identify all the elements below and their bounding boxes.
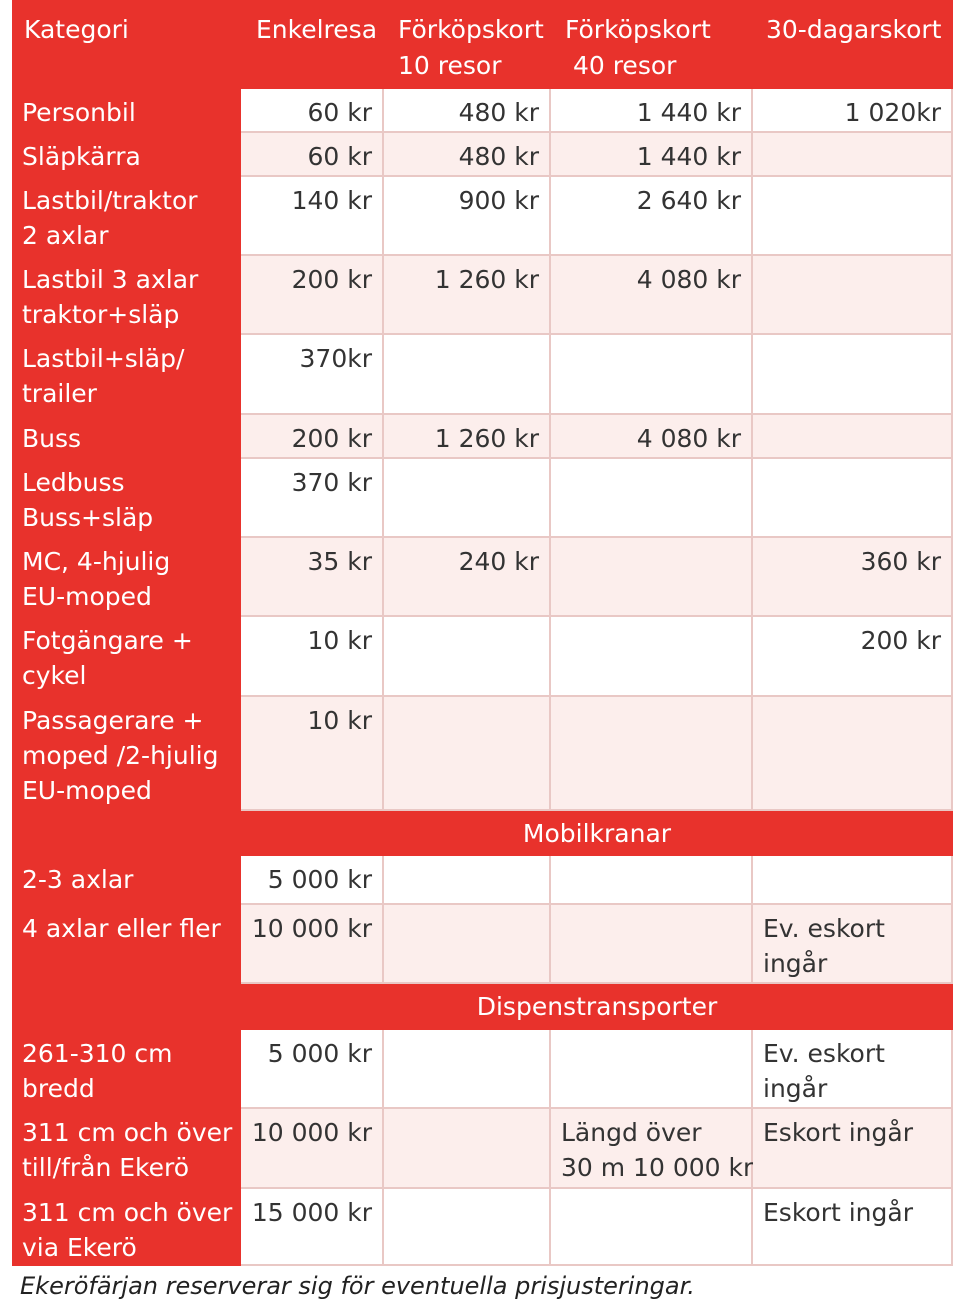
row-label: 261-310 cm bredd xyxy=(12,1030,241,1109)
price-cell xyxy=(384,856,551,905)
row-label: 311 cm och över till/från Ekerö xyxy=(12,1109,241,1189)
price-cell xyxy=(551,617,753,697)
row-label: Släpkärra xyxy=(12,133,241,177)
price-cell xyxy=(753,856,953,905)
price-cell: 240 kr xyxy=(384,538,551,617)
price-cell: 4 080 kr xyxy=(551,415,753,459)
price-cell: 480 kr xyxy=(384,89,551,133)
category-column-filler xyxy=(12,984,241,1030)
price-cell: 360 kr xyxy=(753,538,953,617)
price-cell: 1 020kr xyxy=(753,89,953,133)
price-cell: 10 kr xyxy=(241,697,384,811)
price-cell: 15 000 kr xyxy=(241,1189,384,1266)
price-cell xyxy=(384,335,551,415)
price-cell: 10 kr xyxy=(241,617,384,697)
price-cell xyxy=(551,1189,753,1266)
section-dispenstransporter: Dispenstransporter xyxy=(241,984,953,1030)
price-cell: Ev. eskort ingår xyxy=(753,905,953,984)
price-cell xyxy=(753,697,953,811)
row-label: 2-3 axlar xyxy=(12,856,241,905)
header-forkopskort-10: Förköpskort 10 resor xyxy=(398,15,544,80)
price-cell: 140 kr xyxy=(241,177,384,256)
price-cell: 480 kr xyxy=(384,133,551,177)
price-cell xyxy=(384,697,551,811)
price-cell: 60 kr xyxy=(241,89,384,133)
price-cell xyxy=(753,415,953,459)
price-cell: 10 000 kr xyxy=(241,905,384,984)
price-cell: 1 260 kr xyxy=(384,256,551,335)
price-cell: 5 000 kr xyxy=(241,856,384,905)
header-forkopskort-40: Förköpskort 40 resor xyxy=(565,15,711,80)
price-cell: 200 kr xyxy=(753,617,953,697)
price-cell: Längd över 30 m 10 000 kr xyxy=(551,1109,753,1189)
header-kategori: Kategori xyxy=(24,15,129,44)
price-cell xyxy=(384,1030,551,1109)
row-label: 311 cm och över via Ekerö xyxy=(12,1189,241,1266)
price-cell: 1 260 kr xyxy=(384,415,551,459)
row-label: Lastbil/traktor 2 axlar xyxy=(12,177,241,256)
price-cell xyxy=(384,1109,551,1189)
row-label: Lastbil 3 axlar traktor+släp xyxy=(12,256,241,335)
price-cell xyxy=(551,1030,753,1109)
row-label: 4 axlar eller fler xyxy=(12,905,241,984)
price-cell: 35 kr xyxy=(241,538,384,617)
price-cell: 60 kr xyxy=(241,133,384,177)
price-cell xyxy=(384,617,551,697)
section-mobilkranar: Mobilkranar xyxy=(241,811,953,856)
price-cell: 1 440 kr xyxy=(551,133,753,177)
price-cell xyxy=(551,459,753,538)
price-cell xyxy=(551,856,753,905)
footnote: Ekeröfärjan reserverar sig för eventuella prisjusteringar. xyxy=(20,1272,695,1300)
row-label: MC, 4-hjulig EU-moped xyxy=(12,538,241,617)
price-cell xyxy=(551,905,753,984)
row-label: Buss xyxy=(12,415,241,459)
price-cell: Eskort ingår xyxy=(753,1109,953,1189)
price-cell: 4 080 kr xyxy=(551,256,753,335)
category-column-filler xyxy=(12,811,241,856)
price-cell xyxy=(384,459,551,538)
price-cell: 200 kr xyxy=(241,415,384,459)
price-cell xyxy=(551,538,753,617)
price-cell: Ev. eskort ingår xyxy=(753,1030,953,1109)
table-header xyxy=(12,0,953,89)
price-cell: 370kr xyxy=(241,335,384,415)
row-label: Personbil xyxy=(12,89,241,133)
price-cell xyxy=(753,177,953,256)
header-enkelresa: Enkelresa xyxy=(256,15,378,44)
price-cell xyxy=(551,697,753,811)
row-label: Ledbuss Buss+släp xyxy=(12,459,241,538)
price-cell: 2 640 kr xyxy=(551,177,753,256)
price-cell xyxy=(384,1189,551,1266)
price-cell xyxy=(753,459,953,538)
price-cell: 10 000 kr xyxy=(241,1109,384,1189)
price-cell: Eskort ingår xyxy=(753,1189,953,1266)
row-label: Lastbil+släp/ trailer xyxy=(12,335,241,415)
price-cell xyxy=(384,905,551,984)
price-cell: 5 000 kr xyxy=(241,1030,384,1109)
price-cell: 370 kr xyxy=(241,459,384,538)
price-cell: 1 440 kr xyxy=(551,89,753,133)
price-cell xyxy=(753,335,953,415)
price-table xyxy=(12,0,953,1266)
header-30-dagarskort: 30-dagarskort xyxy=(766,15,942,44)
price-cell: 200 kr xyxy=(241,256,384,335)
price-cell xyxy=(551,335,753,415)
price-cell: 900 kr xyxy=(384,177,551,256)
price-cell xyxy=(753,256,953,335)
row-label: Passagerare + moped /2-hjulig EU-moped xyxy=(12,697,241,811)
row-label: Fotgängare + cykel xyxy=(12,617,241,697)
price-cell xyxy=(753,133,953,177)
